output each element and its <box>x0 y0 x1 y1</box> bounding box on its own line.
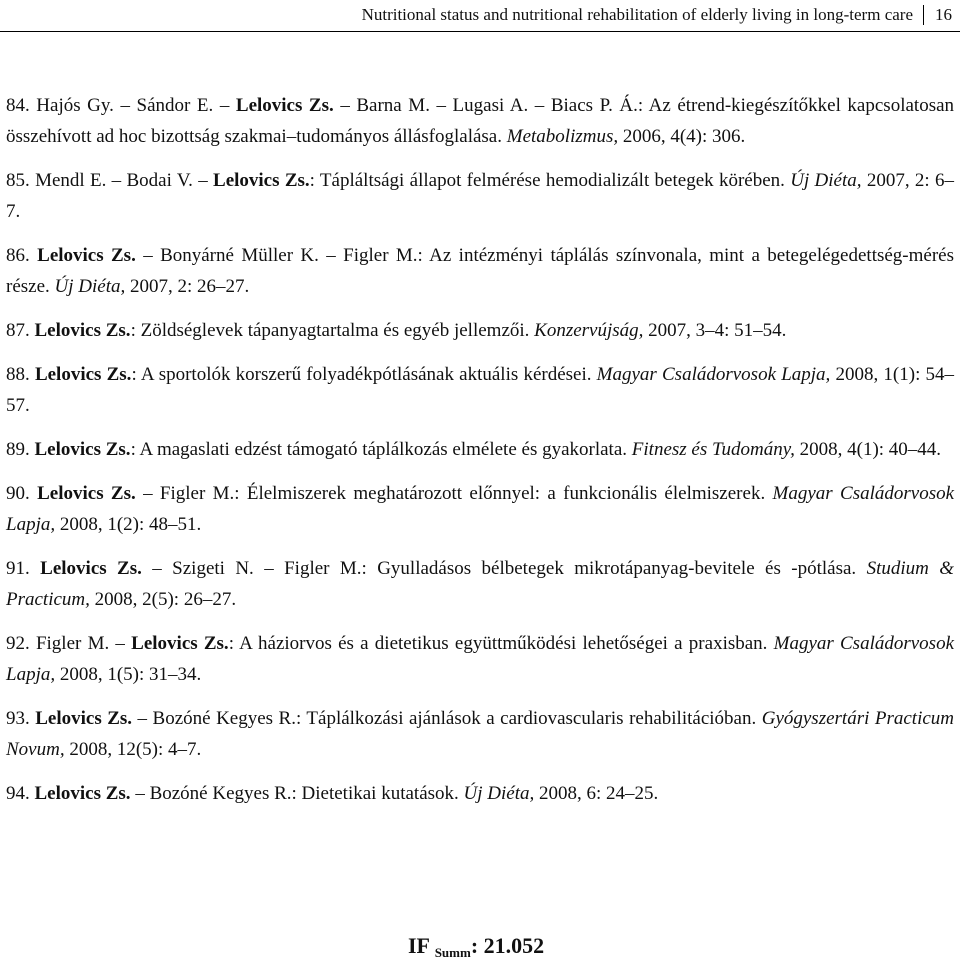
reference-text: – Figler M.: Élelmiszerek meghatározott előnnyel: a funkcionális élelmiszerek. <box>135 483 773 504</box>
reference-text: 89. <box>6 439 35 460</box>
reference-text: : Tápláltsági állapot felmérése hemodializált betegek körében. <box>309 170 791 191</box>
reference-item <box>6 240 954 302</box>
reference-source: Magyar Családorvosok Lapja, <box>6 483 955 535</box>
reference-text: – Barna M. – Lugasi A. – Biacs P. Á.: Az étrend-kiegészítőkkel kapcsolatosan összehívott ad hoc bizottság szakmai–tudományos állásfoglalása. <box>6 95 955 147</box>
reference-author: Lelovics Zs. <box>35 708 133 729</box>
reference-text: 2008, 2(5): 26–27. <box>89 589 237 610</box>
impact-factor-label: IF <box>408 933 430 958</box>
impact-factor-subscript: Summ <box>434 945 471 960</box>
reference-text: – Bozóné Kegyes R.: Dietetikai kutatások. <box>130 783 464 804</box>
reference-source: Konzervújság, <box>534 320 644 341</box>
reference-text: : Zöldséglevek tápanyagtartalma és egyéb jellemzői. <box>130 320 535 341</box>
reference-text: 2007, 2: 26–27. <box>125 276 250 297</box>
reference-item <box>6 628 954 690</box>
reference-item <box>6 703 954 765</box>
page-number: 16 <box>935 5 952 24</box>
reference-author: Lelovics Zs. <box>235 95 334 116</box>
reference-author: Lelovics Zs. <box>213 170 310 191</box>
reference-source: Új Diéta, <box>790 170 862 191</box>
running-header <box>0 0 960 34</box>
reference-text: 2008, 1(1): 54–57. <box>6 364 955 416</box>
reference-text: – Bonyárné Müller K. – Figler M.: Az intézményi táplálás színvonala, mint a betegelégedettség-mérés része. <box>6 245 955 297</box>
reference-text: : A magaslati edzést támogató táplálkozás elmélete és gyakorlata. <box>130 439 632 460</box>
reference-source: Studium & Practicum, <box>6 558 955 610</box>
reference-item <box>6 315 954 346</box>
reference-source: Gyógyszertári Practicum Novum, <box>6 708 955 760</box>
reference-author: Lelovics Zs. <box>40 558 142 579</box>
impact-factor-summary <box>408 933 544 961</box>
reference-author: Lelovics Zs. <box>34 320 131 341</box>
reference-text: 2008, 1(2): 48–51. <box>55 514 202 535</box>
header-rule <box>0 31 960 32</box>
reference-text: 92. Figler M. – <box>6 633 132 654</box>
reference-item <box>6 553 954 615</box>
impact-factor-value: : 21.052 <box>470 933 545 958</box>
reference-author: Lelovics Zs. <box>37 245 136 266</box>
reference-source: Metabolizmus, <box>506 126 619 147</box>
reference-text: 86. <box>6 245 38 266</box>
reference-text: : A sportolók korszerű folyadékpótlásának aktuális kérdései. <box>131 364 597 385</box>
reference-text: 2008, 6: 24–25. <box>534 783 659 804</box>
reference-item <box>6 478 954 540</box>
reference-author: Lelovics Zs. <box>131 633 229 654</box>
reference-source: Új Diéta, <box>54 276 126 297</box>
reference-text: 94. <box>6 783 35 804</box>
reference-text: 90. <box>6 483 38 504</box>
reference-text: 88. <box>6 364 35 385</box>
reference-author: Lelovics Zs. <box>34 783 131 804</box>
reference-text: 2008, 12(5): 4–7. <box>64 739 202 760</box>
reference-source: Új Diéta, <box>463 783 535 804</box>
reference-item <box>6 359 954 421</box>
running-title: Nutritional status and nutritional rehabilitation of elderly living in long-term care <box>362 5 924 25</box>
reference-item <box>6 90 954 152</box>
reference-source: Fitnesz és Tudomány, <box>631 439 795 460</box>
reference-text: 2007, 2: 6–7. <box>6 170 955 222</box>
reference-text: 87. <box>6 320 35 341</box>
reference-author: Lelovics Zs. <box>34 364 132 385</box>
reference-list <box>6 90 954 822</box>
reference-text: 85. Mendl E. – Bodai V. – <box>6 170 214 191</box>
reference-text: 84. Hajós Gy. – Sándor E. – <box>6 95 236 116</box>
reference-text: 2006, 4(4): 306. <box>618 126 746 147</box>
reference-text: – Szigeti N. – Figler M.: Gyulladásos bélbetegek mikrotápanyag-bevitele és -pótlása. <box>141 558 867 579</box>
reference-text: 2007, 3–4: 51–54. <box>643 320 787 341</box>
reference-text: – Bozóné Kegyes R.: Táplálkozási ajánlások a cardiovascularis rehabilitációban. <box>132 708 762 729</box>
reference-source: Magyar Családorvosok Lapja, <box>596 364 831 385</box>
reference-item <box>6 778 954 809</box>
reference-text: 93. <box>6 708 36 729</box>
reference-text: 91. <box>6 558 41 579</box>
reference-text: : A háziorvos és a dietetikus együttműködési lehetőségei a praxisban. <box>228 633 774 654</box>
reference-item <box>6 434 954 465</box>
reference-text: 2008, 4(1): 40–44. <box>794 439 942 460</box>
reference-author: Lelovics Zs. <box>37 483 136 504</box>
reference-source: Magyar Családorvosok Lapja, <box>6 633 955 685</box>
reference-author: Lelovics Zs. <box>34 439 131 460</box>
reference-item <box>6 165 954 227</box>
reference-text: 2008, 1(5): 31–34. <box>55 664 202 685</box>
